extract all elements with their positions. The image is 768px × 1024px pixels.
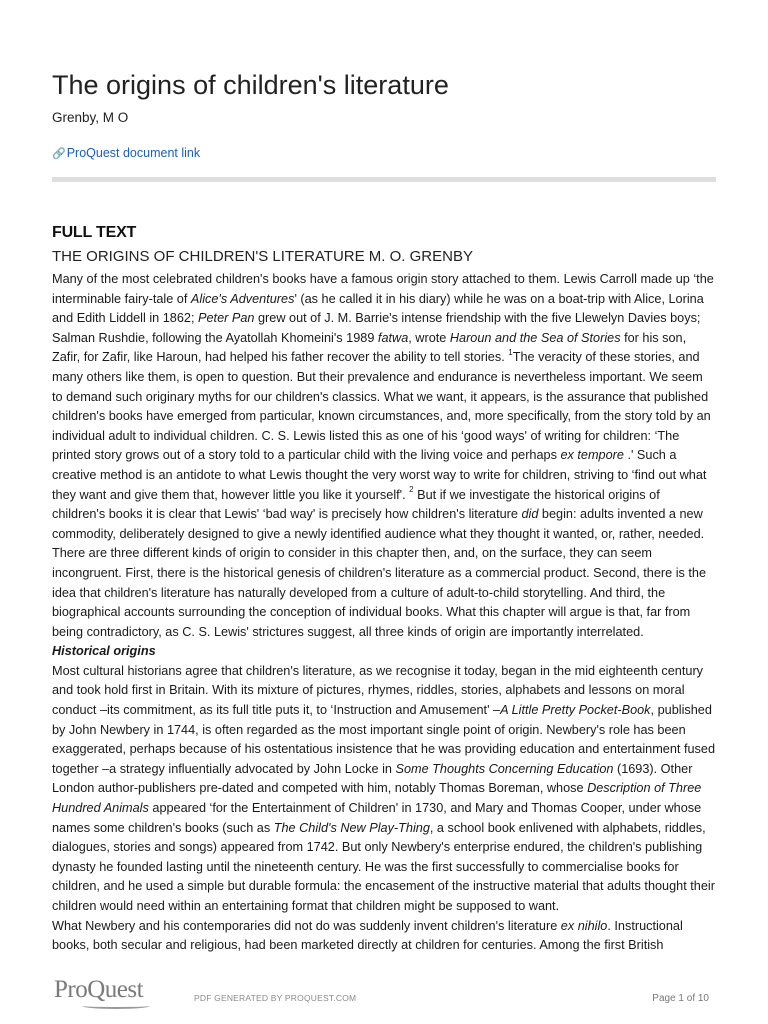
link-label: ProQuest document link [66,146,201,160]
footnote-ref[interactable]: 2 [409,485,414,495]
page-number: Page 1 of 10 [652,993,709,1004]
article-heading: THE ORIGINS OF CHILDREN'S LITERATURE M. O. GRENBY [52,248,473,265]
paragraph-1: Many of the most celebrated children's books have a famous origin story attached to them. Lewis Carroll made up ‘the interminable fairy-tale of Alice's Adventures' (as he called it in his diary) while he was on a boat-trip with Alice, Lorina and Edith Liddell in 1862; Peter Pan grew out of J. M. Barrie's intense friendship with the five Llewelyn Davies boys; Salman Rushdie, following the Ayatollah Khomeini's 1989 fatwa, wrote Haroun and the Sea of Stories for his son, Zafir, for Zafir, like Haroun, had helped his father recover the ability to tell stories. $^1$The veracity of these stories, and many others like them, is open to question. But their prevalence and endurance is nevertheless important. We seem to demand such originary myths for our children's classics. What we want, it appears, is the assurance that published children's books have emerged from particular, known circumstances, and, more specifically, from the story told by an individual adult to individual children. C. S. Lewis listed this as one of his ‘good ways' of writing for children: ‘The printed story grows out of a story told to a particular child with the living voice and perhaps ex tempore .' Such a creative method is an antidote to what Lewis thought the very worst way to write for children, striving to ‘find out what they want and give them that, however little you like it yourself'. $^2$ But if we investigate the historical origins of children's books it is clear that Lewis' ‘bad way' is precisely how children's literature did begin: adults invented a new commodity, deliberately designed to give a newly identified audience what they thought it wanted, or, rather, needed. There are three different kinds of origin to consider in this chapter then, and, on the surface, they can seem incongruent. First, there is the historical genesis of children's literature as a commercial product. Second, there is the idea that children's literature has naturally developed from a culture of adult-to-child storytelling. And third, the biographical accounts surrounding the conception of individual books. What this chapter will argue is that, far from being contradictory, as C. S. Lewis' strictures suggest, all three kinds of origin are importantly interrelated. [52,272,714,639]
paragraph-2: Most cultural historians agree that children's literature, as we recognise it today, began in the mid eighteenth century and took hold first in Britain. With its mixture of pictures, rhymes, riddles, stories, alphabets and lessons on moral conduct –its commitment, as its full title puts it, to ‘Instruction and Amusement' –A Little Pretty Pocket-Book, published by John Newbery in 1744, is often regarded as the most important single point of origin. Newbery's role has been exaggerated, perhaps because of his ostentatious insistence that he was providing education and entertainment fused together –a strategy influentially advocated by John Locke in Some Thoughts Concerning Education (1693). Other London author-publishers pre-dated and competed with him, notably Thomas Boreman, whose Description of Three Hundred Animals appeared ‘for the Entertainment of Children' in 1730, and Mary and Thomas Cooper, under whose names some children's books (such as The Child's New Play-Thing, a school book enlivened with alphabets, riddles, dialogues, stories and songs) appeared from 1742. But only Newbery's enterprise endured, the children's publishing dynasty he founded lasting until the nineteenth century. He was the first successfully to commercialise books for children, and he used a simple but durable formula: the encasement of the instructive material that adults thought their children would need within an entertaining format that children might be supposed to want. [52,663,716,913]
document-author: Grenby, M O [52,110,129,125]
article-body [52,270,716,956]
subheading-historical-origins: Historical origins [52,644,156,659]
document-title: The origins of children's literature [52,70,449,100]
footer-generated-text: PDF GENERATED BY PROQUEST.COM [194,993,357,1003]
link-icon: 🔗 [52,148,66,160]
section-divider [52,177,716,182]
proquest-logo: ProQuest [54,976,143,1004]
proquest-document-link[interactable] [52,146,200,160]
fulltext-heading: FULL TEXT [52,224,137,241]
logo-swoosh [82,1003,150,1009]
paragraph-3: What Newbery and his contemporaries did not do was suddenly invent children's literature ex nihilo. Instructional books, both secular and religious, had been marketed directly at children for centuries. Among the first British [52,918,683,953]
footnote-ref[interactable]: 1 [508,348,513,358]
